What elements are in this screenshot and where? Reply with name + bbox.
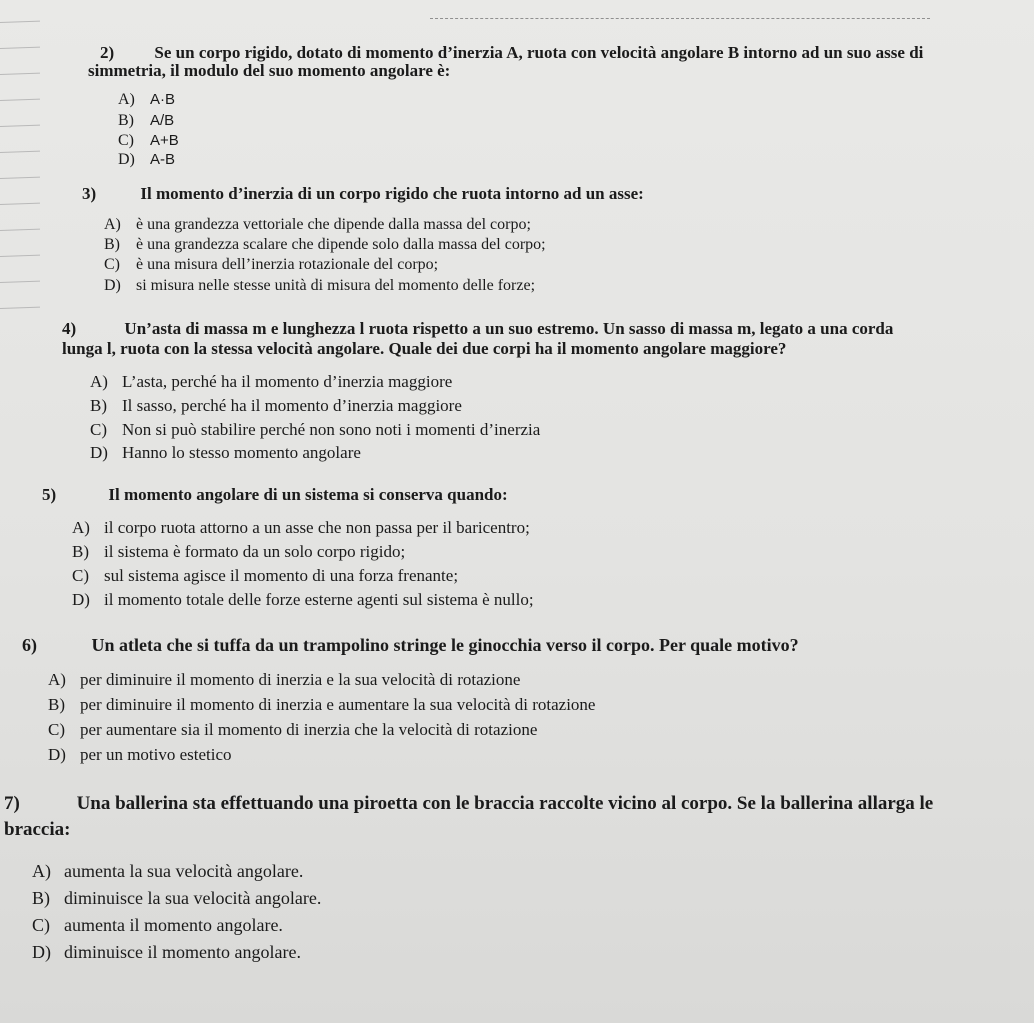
question-7-option-a <box>32 861 303 881</box>
option-letter: D) <box>90 443 108 462</box>
option-letter: D) <box>32 942 51 962</box>
question-3-option-c <box>104 256 438 274</box>
option-text: L’asta, perché ha il momento d’inerzia maggiore <box>122 372 453 391</box>
page-top-dashed-line <box>430 18 930 19</box>
option-text: il momento totale delle forze esterne agenti sul sistema è nullo; <box>104 590 534 609</box>
option-letter: C) <box>104 256 120 273</box>
option-text: è una grandezza scalare che dipende solo dalla massa del corpo; <box>136 236 546 253</box>
option-letter: A) <box>104 216 121 233</box>
question-text: Se un corpo rigido, dotato di momento d’inerzia A, ruota con velocità angolare B intorno ad un suo asse di <box>154 43 924 62</box>
option-letter: C) <box>118 132 134 149</box>
question-number: 6) <box>22 635 37 655</box>
option-text: A-B <box>150 151 176 168</box>
option-text: diminuisce la sua velocità angolare. <box>64 888 322 908</box>
option-text: il sistema è formato da un solo corpo rigido; <box>104 542 406 561</box>
option-letter: C) <box>32 915 50 935</box>
question-4-option-d <box>90 443 361 462</box>
option-text: A+B <box>150 132 179 149</box>
option-text: per diminuire il momento di inerzia e la sua velocità di rotazione <box>80 670 521 689</box>
question-5-option-b <box>72 542 405 561</box>
question-7-option-b <box>32 888 321 908</box>
option-text: Non si può stabilire perché non sono noti i momenti d’inerzia <box>122 420 541 439</box>
question-6-option-a <box>48 670 520 689</box>
question-3-line1 <box>82 185 644 203</box>
question-6-option-d <box>48 745 232 764</box>
option-text: si misura nelle stesse unità di misura del momento delle forze; <box>136 277 536 294</box>
question-5-option-a <box>72 518 530 537</box>
question-5-option-c <box>72 566 458 585</box>
question-5-line1 <box>42 486 508 504</box>
option-letter: B) <box>90 396 107 415</box>
question-text: Un’asta di massa m e lunghezza l ruota rispetto a un suo estremo. Un sasso di massa m, legato a una corda <box>124 319 894 338</box>
question-text: Una ballerina sta effettuando una piroetta con le braccia raccolte vicino al corpo. Se la ballerina allarga le <box>76 793 934 814</box>
question-3-option-d <box>104 277 535 295</box>
question-2-line2: simmetria, il modulo del suo momento angolare è: <box>88 61 451 80</box>
option-letter: C) <box>90 420 107 439</box>
option-text: per aumentare sia il momento di inerzia che la velocità di rotazione <box>80 720 538 739</box>
question-2-option-d <box>118 151 175 169</box>
option-text: è una misura dell’inerzia rotazionale del corpo; <box>136 256 439 273</box>
question-number: 3) <box>82 184 97 203</box>
notebook-ruled-edge <box>0 0 40 340</box>
question-3-option-b <box>104 236 546 254</box>
question-7-line2: braccia: <box>4 819 71 840</box>
option-text: il corpo ruota attorno a un asse che non passa per il baricentro; <box>104 518 530 537</box>
question-text: Un atleta che si tuffa da un trampolino stringe le ginocchia verso il corpo. Per quale motivo? <box>91 635 799 655</box>
question-text: Il momento angolare di un sistema si conserva quando: <box>108 485 508 504</box>
option-text: diminuisce il momento angolare. <box>64 942 301 962</box>
option-letter: B) <box>72 542 89 561</box>
option-text: per diminuire il momento di inerzia e aumentare la sua velocità di rotazione <box>80 695 596 714</box>
option-text: sul sistema agisce il momento di una forza frenante; <box>104 566 459 585</box>
question-3-option-a <box>104 216 531 234</box>
question-6-option-c <box>48 720 537 739</box>
question-number: 4) <box>62 319 77 338</box>
option-text: è una grandezza vettoriale che dipende dalla massa del corpo; <box>136 216 531 233</box>
option-text: Il sasso, perché ha il momento d’inerzia maggiore <box>122 396 462 415</box>
option-letter: D) <box>48 745 66 764</box>
question-6-option-b <box>48 695 595 714</box>
question-2-option-c <box>118 132 179 150</box>
question-2-line1 <box>100 44 923 62</box>
option-letter: B) <box>118 112 134 129</box>
question-7-line1 <box>4 794 933 814</box>
option-letter: B) <box>104 236 120 253</box>
option-letter: A) <box>72 518 90 537</box>
question-4-option-c <box>90 420 540 439</box>
option-letter: A) <box>32 861 51 881</box>
option-letter: A) <box>118 91 135 108</box>
question-7-option-d <box>32 942 301 962</box>
option-letter: D) <box>72 590 90 609</box>
question-7-option-c <box>32 915 283 935</box>
option-letter: A) <box>90 372 108 391</box>
question-4-line2: lunga l, ruota con la stessa velocità angolare. Quale dei due corpi ha il momento angolare maggiore? <box>62 339 787 358</box>
question-number: 7) <box>4 793 20 814</box>
option-letter: B) <box>32 888 50 908</box>
question-number: 2) <box>100 43 115 62</box>
question-number: 5) <box>42 485 57 504</box>
option-text: Hanno lo stesso momento angolare <box>122 443 361 462</box>
question-text: Il momento d’inerzia di un corpo rigido che ruota intorno ad un asse: <box>140 184 644 203</box>
option-text: per un motivo estetico <box>80 745 232 764</box>
question-4-line1 <box>62 320 893 338</box>
question-2-option-b <box>118 112 174 130</box>
option-letter: A) <box>48 670 66 689</box>
option-letter: D) <box>104 277 121 294</box>
option-text: aumenta la sua velocità angolare. <box>64 861 304 881</box>
option-text: aumenta il momento angolare. <box>64 915 283 935</box>
question-2-option-a <box>118 91 175 109</box>
question-5-option-d <box>72 590 534 609</box>
question-6-line1 <box>22 636 799 654</box>
option-letter: C) <box>72 566 89 585</box>
option-letter: B) <box>48 695 65 714</box>
option-letter: C) <box>48 720 65 739</box>
question-4-option-a <box>90 372 452 391</box>
option-text: A·B <box>150 91 176 108</box>
option-text: A/B <box>150 112 175 129</box>
option-letter: D) <box>118 151 135 168</box>
question-4-option-b <box>90 396 462 415</box>
